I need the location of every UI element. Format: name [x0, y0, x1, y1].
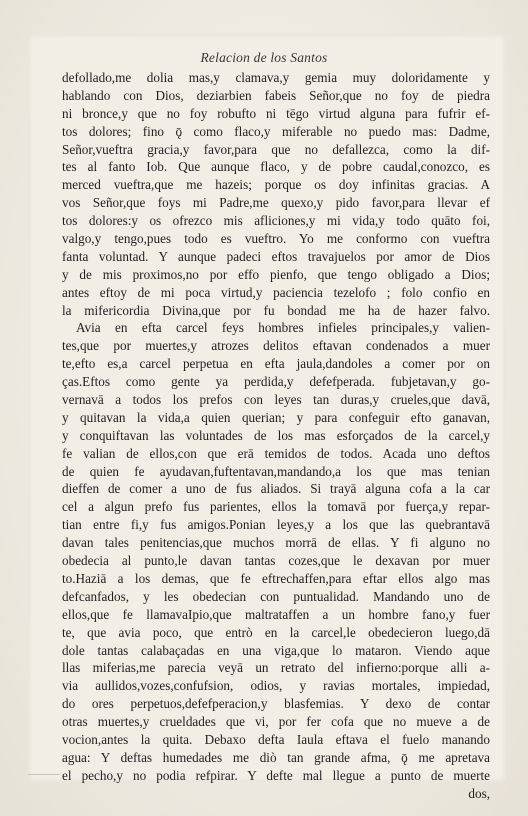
text-line: davan tales penitencias,que muchos morrā de ellas. Y fi alguno no: [62, 535, 490, 551]
text-line: y conquiftavan las voluntades de los mas esforçados de la carcel,y: [62, 427, 490, 443]
text-line: y quitavan la vida,a quien querian; y para confeguir efto ganavan,: [62, 409, 490, 425]
text-line: llas miferias,me parecia veyā un retrato del infierno:porque alli a-: [62, 660, 490, 676]
text-line: tian entre fi,y fus amigos.Ponian leyes,y a los que las quebrantavā: [62, 517, 490, 533]
text-line: tos dolores:y os ofrezco mis afliciones,y mi vida,y todo quāto foi,: [62, 213, 490, 229]
text-line: ni bronce,y que no foy robufto ni tēgo virtud alguna para fufrir ef-: [62, 105, 490, 121]
text-line: la mifericordia Divina,que por fu bondad me ha de hazer falvo.: [62, 302, 490, 318]
text-line: Avia en efta carcel feys hombres infieles principales,y valien-: [76, 320, 490, 336]
text-line: cel a algun prefo fus parientes, ellos la tomavā por fuerça,y repar-: [62, 499, 490, 515]
text-line: te,efto es,a carcel perpetua en efta jaula,dandoles a comer por on: [62, 356, 490, 372]
edge-rule: [28, 774, 60, 775]
text-line: dos,: [468, 785, 490, 801]
text-line: el pecho,y no podia refpirar. Y defte mal llegue a punto de muerte: [62, 767, 490, 783]
text-line: agua: Y deftas humedades me diò tan grande afma, ǭ me apretava: [62, 749, 490, 765]
text-line: to.Haziā a los demas, que fe eftrechaffen,para eftar ellos algo mas: [62, 570, 490, 586]
text-line: do ores perpetuos,defefperacion,y blasfemias. Y dexo de contar: [62, 696, 490, 712]
text-line: via aullidos,vozes,confufsion, odios, y ravias mortales, impiedad,: [62, 678, 490, 694]
text-line: merced vueftra,que me hazeis; porque os doy infinitas gracias. A: [62, 177, 490, 193]
body-text: [62, 69, 490, 803]
text-line: ças.Eftos como gente ya perdida,y defefperada. fubjetavan,y go-: [62, 374, 490, 390]
text-line: y de mis proximos,no por effo pienfo, que tengo obligado a Dios;: [62, 266, 490, 282]
text-line: vocion,antes la quita. Debaxo defta Iaula eftava el fuelo manando: [62, 731, 490, 747]
text-line: defcanfados, y les obedecian con puntualidad. Mandando uno de: [62, 588, 490, 604]
text-line: fanta voluntad. Y aunque padeci eftos travajuelos por amor de Dios: [62, 248, 490, 264]
text-line: vernavā a todos los prefos con leyes tan duras,y crueles,que davā,: [62, 392, 490, 408]
text-line: defollado,me dolia mas,y clamava,y gemia muy doloridamente y: [62, 70, 490, 85]
text-line: te, que avia poco, que entrò en la carcel,le obedecieron luego,dā: [62, 624, 490, 640]
text-line: vos Señor,que foys mi Padre,me quexo,y pido favor,para llevar ef: [62, 195, 490, 211]
text-line: fe valian de ellos,con que erā temidos de todos. Acada uno deftos: [62, 445, 490, 461]
text-line: obedecia al punto,le davan tantas cozes,que le dexavan por muer: [62, 553, 490, 569]
text-line: valgo,y tengo,pues todo es vueftro. Yo me conformo con vueftra: [62, 231, 490, 247]
text-line: Señor,vueftra gracia,y favor,para que no defallezca, como la dif-: [62, 141, 490, 157]
text-line: tes al fanto Iob. Que aunque flaco, y de pobre caudal,conozco, es: [62, 159, 490, 175]
text-line: dieffen de comer a uno de fus aliados. Si trayā alguna cofa a la car: [62, 481, 490, 497]
text-line: otras muertes,y crueldades que vi, por fer cofa que no mueve a de: [62, 714, 490, 730]
text-line: dole tantas calabaçadas en una viga,que lo mataron. Viendo aque: [62, 642, 490, 658]
text-line: antes eftoy de mi poca virtud,y paciencia tezelofo ; folo confio en: [62, 284, 490, 300]
running-head: Relacion de los Santos: [200, 50, 328, 65]
text-line: de quien fe ayudavan,fuftentavan,mandando,a los que mas tenian: [62, 463, 490, 479]
text-line: tes,que por muertes,y atrozes delitos eftavan condenados a muer: [62, 338, 490, 354]
text-line: hablando con Dios, deziarbien fabeis Señor,que no foy de piedra: [62, 87, 490, 103]
text-line: ellos,que fe llamavaIpio,que maltrataffen a un hombre fano,y fuer: [62, 606, 490, 622]
text-line: tos dolores; fino ǭ como flaco,y miferable no puedo mas: Dadme,: [62, 123, 490, 139]
